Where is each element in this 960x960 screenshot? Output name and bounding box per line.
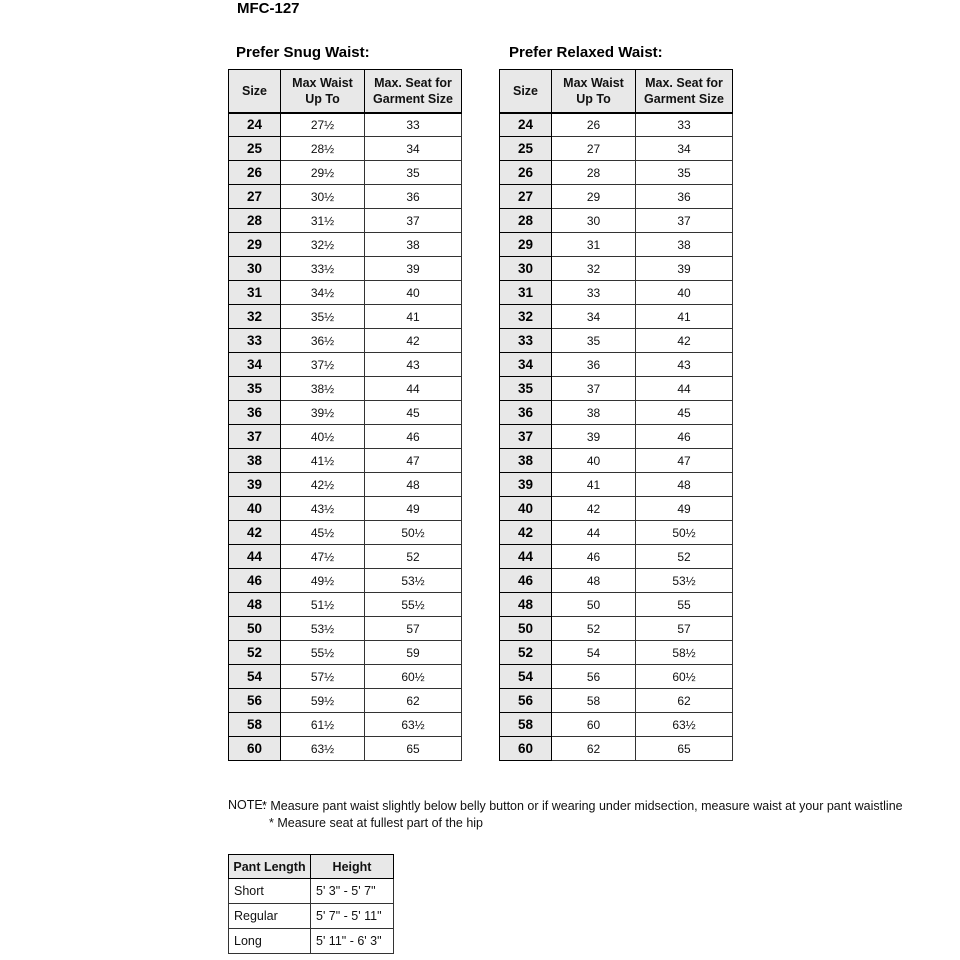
value-cell: 36½ xyxy=(281,329,365,353)
row-label-cell: 30 xyxy=(500,257,552,281)
value-cell: 41 xyxy=(636,305,733,329)
value-cell: 47 xyxy=(636,449,733,473)
header-row xyxy=(229,70,462,113)
value-cell: 50½ xyxy=(636,521,733,545)
table-row xyxy=(229,185,462,209)
value-cell: 44 xyxy=(365,377,462,401)
row-label-cell: 25 xyxy=(500,137,552,161)
value-cell: 42 xyxy=(552,497,636,521)
row-label-cell: 40 xyxy=(229,497,281,521)
value-cell: 63½ xyxy=(636,713,733,737)
relaxed-table-heading: Prefer Relaxed Waist: xyxy=(509,44,663,61)
column-header-max-seat: Max. Seat for Garment Size xyxy=(636,70,733,113)
table-row xyxy=(229,377,462,401)
row-label-cell: 33 xyxy=(229,329,281,353)
value-cell: 52 xyxy=(552,617,636,641)
value-cell: 48 xyxy=(552,569,636,593)
value-cell: 50 xyxy=(552,593,636,617)
value-cell: 30 xyxy=(552,209,636,233)
table-row xyxy=(229,137,462,161)
value-cell: 58½ xyxy=(636,641,733,665)
table-row xyxy=(500,713,733,737)
value-cell: 55 xyxy=(636,593,733,617)
table-row xyxy=(229,473,462,497)
value-cell: 39 xyxy=(365,257,462,281)
row-label-cell: 24 xyxy=(500,113,552,137)
row-label-cell: Short xyxy=(229,879,311,904)
table-row xyxy=(500,401,733,425)
row-label-cell: 42 xyxy=(500,521,552,545)
value-cell: 62 xyxy=(552,737,636,761)
row-label-cell: 52 xyxy=(500,641,552,665)
value-cell: 58 xyxy=(552,689,636,713)
value-cell: 60½ xyxy=(636,665,733,689)
value-cell: 49 xyxy=(636,497,733,521)
value-cell: 45 xyxy=(636,401,733,425)
table-row xyxy=(229,329,462,353)
pant-length-table-body xyxy=(229,879,394,954)
table-row xyxy=(229,641,462,665)
table-row xyxy=(229,617,462,641)
row-label-cell: 50 xyxy=(500,617,552,641)
column-header-size: Size xyxy=(500,70,552,113)
table-row xyxy=(500,689,733,713)
row-label-cell: 35 xyxy=(229,377,281,401)
table-row xyxy=(500,521,733,545)
row-label-cell: 58 xyxy=(229,713,281,737)
note-line: * Measure seat at fullest part of the hip xyxy=(269,815,484,830)
value-cell: 38 xyxy=(636,233,733,257)
table-row xyxy=(229,904,394,929)
table-row xyxy=(229,879,394,904)
table-row xyxy=(500,209,733,233)
value-cell: 46 xyxy=(636,425,733,449)
row-label-cell: 37 xyxy=(500,425,552,449)
value-cell: 33 xyxy=(365,113,462,137)
value-cell: 34½ xyxy=(281,281,365,305)
relaxed-table-body xyxy=(500,113,733,761)
value-cell: 60½ xyxy=(365,665,462,689)
row-label-cell: 44 xyxy=(500,545,552,569)
table-row xyxy=(500,737,733,761)
value-cell: 42 xyxy=(365,329,462,353)
note-label: NOTE: xyxy=(228,798,267,812)
value-cell: 5' 3" - 5' 7" xyxy=(311,879,394,904)
value-cell: 44 xyxy=(636,377,733,401)
value-cell: 41 xyxy=(552,473,636,497)
snug-table-header xyxy=(229,70,462,113)
value-cell: 49½ xyxy=(281,569,365,593)
value-cell: 59½ xyxy=(281,689,365,713)
value-cell: 37 xyxy=(636,209,733,233)
column-header-max-waist: Max Waist Up To xyxy=(552,70,636,113)
value-cell: 36 xyxy=(636,185,733,209)
table-row xyxy=(229,353,462,377)
value-cell: 37 xyxy=(552,377,636,401)
row-label-cell: 25 xyxy=(229,137,281,161)
value-cell: 43 xyxy=(636,353,733,377)
value-cell: 50½ xyxy=(365,521,462,545)
value-cell: 63½ xyxy=(365,713,462,737)
table-row xyxy=(500,233,733,257)
table-row xyxy=(229,161,462,185)
value-cell: 28½ xyxy=(281,137,365,161)
value-cell: 51½ xyxy=(281,593,365,617)
value-cell: 55½ xyxy=(281,641,365,665)
value-cell: 46 xyxy=(552,545,636,569)
row-label-cell: 48 xyxy=(229,593,281,617)
row-label-cell: 34 xyxy=(500,353,552,377)
row-label-cell: 60 xyxy=(229,737,281,761)
value-cell: 62 xyxy=(636,689,733,713)
value-cell: 37 xyxy=(365,209,462,233)
value-cell: 5' 7" - 5' 11" xyxy=(311,904,394,929)
value-cell: 27 xyxy=(552,137,636,161)
value-cell: 33½ xyxy=(281,257,365,281)
table-row xyxy=(500,473,733,497)
value-cell: 62 xyxy=(365,689,462,713)
value-cell: 53½ xyxy=(365,569,462,593)
value-cell: 40 xyxy=(552,449,636,473)
row-label-cell: 40 xyxy=(500,497,552,521)
value-cell: 56 xyxy=(552,665,636,689)
relaxed-table-header xyxy=(500,70,733,113)
table-row xyxy=(500,617,733,641)
row-label-cell: 42 xyxy=(229,521,281,545)
table-row xyxy=(229,257,462,281)
row-label-cell: 60 xyxy=(500,737,552,761)
row-label-cell: 31 xyxy=(500,281,552,305)
value-cell: 45 xyxy=(365,401,462,425)
row-label-cell: 39 xyxy=(500,473,552,497)
row-label-cell: 32 xyxy=(500,305,552,329)
column-header-size: Size xyxy=(229,70,281,113)
value-cell: 39 xyxy=(552,425,636,449)
value-cell: 65 xyxy=(636,737,733,761)
row-label-cell: 46 xyxy=(500,569,552,593)
table-row xyxy=(500,425,733,449)
table-row xyxy=(229,713,462,737)
row-label-cell: 26 xyxy=(500,161,552,185)
row-label-cell: 44 xyxy=(229,545,281,569)
row-label-cell: 36 xyxy=(500,401,552,425)
value-cell: 33 xyxy=(636,113,733,137)
value-cell: 53½ xyxy=(636,569,733,593)
row-label-cell: 50 xyxy=(229,617,281,641)
table-row xyxy=(500,185,733,209)
column-header-max-waist: Max Waist Up To xyxy=(281,70,365,113)
value-cell: 60 xyxy=(552,713,636,737)
table-row xyxy=(500,257,733,281)
value-cell: 36 xyxy=(552,353,636,377)
page-title: MFC-127 xyxy=(237,0,300,17)
value-cell: 40½ xyxy=(281,425,365,449)
value-cell: 45½ xyxy=(281,521,365,545)
table-row xyxy=(229,569,462,593)
value-cell: 43½ xyxy=(281,497,365,521)
row-label-cell: 28 xyxy=(229,209,281,233)
value-cell: 49 xyxy=(365,497,462,521)
value-cell: 53½ xyxy=(281,617,365,641)
table-row xyxy=(229,209,462,233)
value-cell: 63½ xyxy=(281,737,365,761)
value-cell: 34 xyxy=(365,137,462,161)
value-cell: 39½ xyxy=(281,401,365,425)
column-header-max-seat: Max. Seat for Garment Size xyxy=(365,70,462,113)
table-row xyxy=(500,569,733,593)
value-cell: 27½ xyxy=(281,113,365,137)
value-cell: 35½ xyxy=(281,305,365,329)
row-label-cell: 58 xyxy=(500,713,552,737)
table-row xyxy=(500,593,733,617)
row-label-cell: 27 xyxy=(229,185,281,209)
row-label-cell: 24 xyxy=(229,113,281,137)
table-row xyxy=(229,521,462,545)
value-cell: 30½ xyxy=(281,185,365,209)
value-cell: 36 xyxy=(365,185,462,209)
row-label-cell: 27 xyxy=(500,185,552,209)
row-label-cell: 39 xyxy=(229,473,281,497)
table-row xyxy=(229,449,462,473)
value-cell: 29 xyxy=(552,185,636,209)
row-label-cell: 37 xyxy=(229,425,281,449)
snug-waist-table xyxy=(228,69,462,761)
row-label-cell: 56 xyxy=(500,689,552,713)
table-row xyxy=(229,929,394,954)
pant-length-table-header xyxy=(229,855,394,879)
note-lines xyxy=(262,798,910,832)
value-cell: 57 xyxy=(636,617,733,641)
row-label-cell: 35 xyxy=(500,377,552,401)
value-cell: 38 xyxy=(365,233,462,257)
row-label-cell: 48 xyxy=(500,593,552,617)
relaxed-waist-table xyxy=(499,69,733,761)
value-cell: 41½ xyxy=(281,449,365,473)
header-row xyxy=(500,70,733,113)
table-row xyxy=(500,281,733,305)
value-cell: 31½ xyxy=(281,209,365,233)
value-cell: 52 xyxy=(636,545,733,569)
value-cell: 35 xyxy=(636,161,733,185)
table-row xyxy=(500,449,733,473)
table-row xyxy=(500,641,733,665)
value-cell: 47½ xyxy=(281,545,365,569)
value-cell: 48 xyxy=(365,473,462,497)
row-label-cell: 34 xyxy=(229,353,281,377)
table-row xyxy=(500,377,733,401)
value-cell: 55½ xyxy=(365,593,462,617)
table-row xyxy=(500,665,733,689)
row-label-cell: 54 xyxy=(229,665,281,689)
row-label-cell: 29 xyxy=(500,233,552,257)
snug-table-heading: Prefer Snug Waist: xyxy=(236,44,370,61)
value-cell: 65 xyxy=(365,737,462,761)
table-row xyxy=(500,329,733,353)
column-header-height: Height xyxy=(311,855,394,879)
row-label-cell: 32 xyxy=(229,305,281,329)
value-cell: 47 xyxy=(365,449,462,473)
row-label-cell: 26 xyxy=(229,161,281,185)
pant-length-table xyxy=(228,854,394,954)
value-cell: 32½ xyxy=(281,233,365,257)
row-label-cell: 52 xyxy=(229,641,281,665)
value-cell: 29½ xyxy=(281,161,365,185)
table-row xyxy=(229,305,462,329)
value-cell: 54 xyxy=(552,641,636,665)
value-cell: 40 xyxy=(365,281,462,305)
table-row xyxy=(229,665,462,689)
value-cell: 28 xyxy=(552,161,636,185)
table-row xyxy=(229,113,462,137)
value-cell: 35 xyxy=(365,161,462,185)
snug-table-body xyxy=(229,113,462,761)
table-row xyxy=(229,233,462,257)
table-row xyxy=(500,353,733,377)
row-label-cell: 31 xyxy=(229,281,281,305)
table-row xyxy=(229,545,462,569)
row-label-cell: 54 xyxy=(500,665,552,689)
table-row xyxy=(500,113,733,137)
table-row xyxy=(229,593,462,617)
value-cell: 42 xyxy=(636,329,733,353)
table-row xyxy=(229,401,462,425)
value-cell: 61½ xyxy=(281,713,365,737)
row-label-cell: Regular xyxy=(229,904,311,929)
value-cell: 42½ xyxy=(281,473,365,497)
value-cell: 52 xyxy=(365,545,462,569)
value-cell: 59 xyxy=(365,641,462,665)
note-section xyxy=(228,798,910,832)
value-cell: 40 xyxy=(636,281,733,305)
table-row xyxy=(500,137,733,161)
value-cell: 38 xyxy=(552,401,636,425)
value-cell: 32 xyxy=(552,257,636,281)
value-cell: 31 xyxy=(552,233,636,257)
row-label-cell: 30 xyxy=(229,257,281,281)
table-row xyxy=(229,425,462,449)
table-row xyxy=(500,305,733,329)
table-row xyxy=(229,497,462,521)
value-cell: 41 xyxy=(365,305,462,329)
table-row xyxy=(229,281,462,305)
value-cell: 35 xyxy=(552,329,636,353)
value-cell: 34 xyxy=(552,305,636,329)
value-cell: 57½ xyxy=(281,665,365,689)
value-cell: 48 xyxy=(636,473,733,497)
value-cell: 38½ xyxy=(281,377,365,401)
value-cell: 37½ xyxy=(281,353,365,377)
row-label-cell: 38 xyxy=(500,449,552,473)
row-label-cell: 28 xyxy=(500,209,552,233)
value-cell: 44 xyxy=(552,521,636,545)
row-label-cell: 46 xyxy=(229,569,281,593)
table-row xyxy=(500,545,733,569)
row-label-cell: 36 xyxy=(229,401,281,425)
row-label-cell: 33 xyxy=(500,329,552,353)
table-row xyxy=(229,737,462,761)
header-row xyxy=(229,855,394,879)
table-row xyxy=(229,689,462,713)
table-row xyxy=(500,161,733,185)
value-cell: 26 xyxy=(552,113,636,137)
value-cell: 33 xyxy=(552,281,636,305)
value-cell: 46 xyxy=(365,425,462,449)
value-cell: 57 xyxy=(365,617,462,641)
row-label-cell: Long xyxy=(229,929,311,954)
row-label-cell: 38 xyxy=(229,449,281,473)
value-cell: 5' 11" - 6' 3" xyxy=(311,929,394,954)
value-cell: 39 xyxy=(636,257,733,281)
row-label-cell: 56 xyxy=(229,689,281,713)
column-header-pant-length: Pant Length xyxy=(229,855,311,879)
row-label-cell: 29 xyxy=(229,233,281,257)
note-line: * Measure pant waist slightly below belly button or if wearing under midsection, measure waist at your pant waistline xyxy=(262,799,903,813)
value-cell: 34 xyxy=(636,137,733,161)
table-row xyxy=(500,497,733,521)
value-cell: 43 xyxy=(365,353,462,377)
